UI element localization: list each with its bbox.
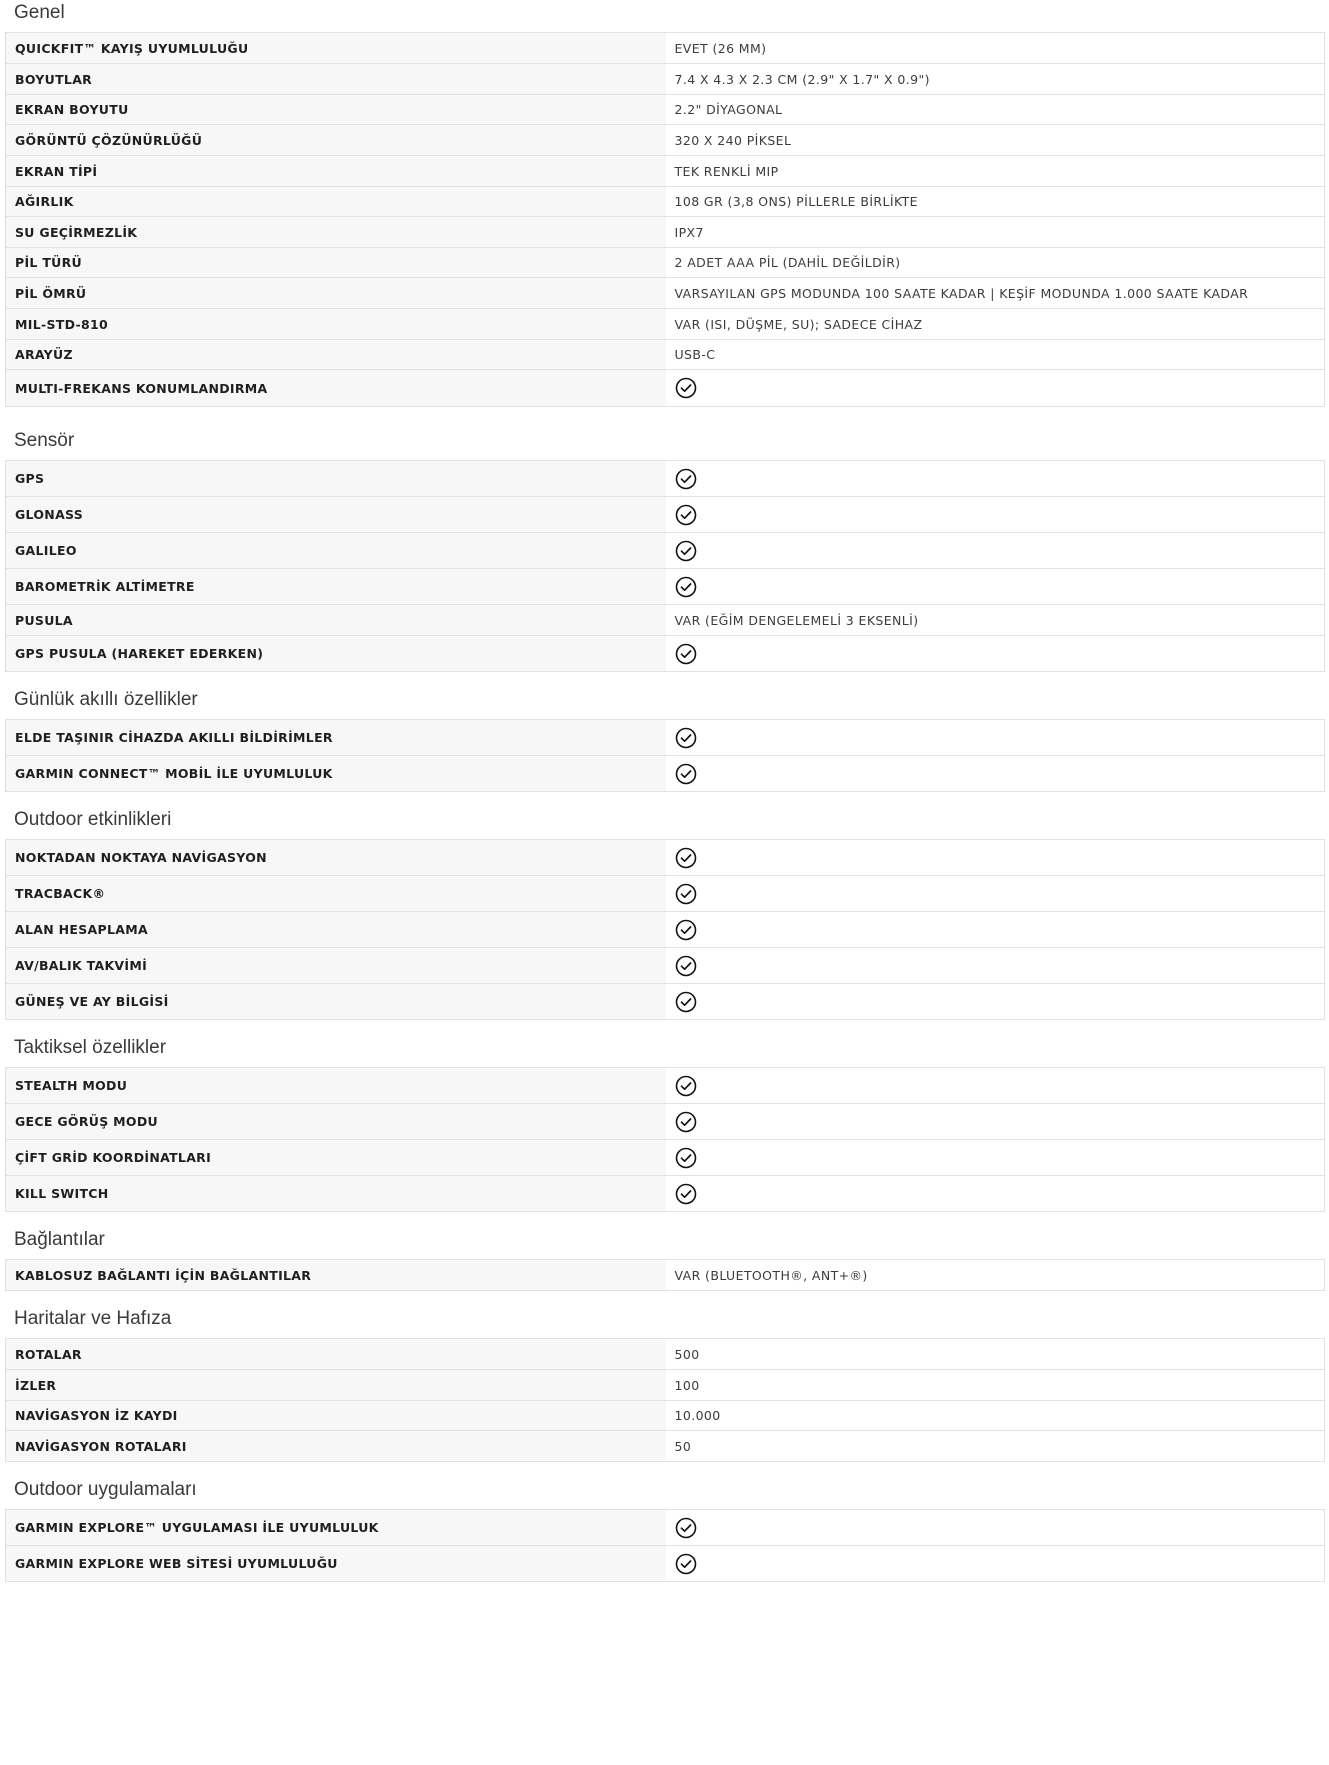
spec-value: EVET (26 MM) xyxy=(666,33,1325,64)
spec-label: PUSULA xyxy=(6,605,666,636)
spec-value: VARSAYILAN GPS MODUNDA 100 SAATE KADAR | KEŞİF MODUNDA 1.000 SAATE KADAR xyxy=(666,278,1325,309)
spec-row xyxy=(6,948,1325,984)
spec-value xyxy=(666,984,1325,1020)
check-circle-icon xyxy=(675,1147,697,1169)
check-circle-icon xyxy=(675,919,697,941)
section-gunluk-akilli xyxy=(0,687,1329,792)
spec-label: NOKTADAN NOKTAYA NAVİGASYON xyxy=(6,840,666,876)
spec-label: EKRAN TİPİ xyxy=(6,156,666,187)
spec-row xyxy=(6,636,1325,672)
section-title: Bağlantılar xyxy=(14,1229,105,1250)
spec-label: ÇİFT GRİD KOORDİNATLARI xyxy=(6,1140,666,1176)
spec-label: NAVİGASYON ROTALARI xyxy=(6,1431,666,1462)
spec-value: 50 xyxy=(666,1431,1325,1462)
spec-row xyxy=(6,1260,1325,1291)
spec-row xyxy=(6,569,1325,605)
spec-value xyxy=(666,720,1325,756)
section-baglantilar xyxy=(0,1227,1329,1291)
spec-value: TEK RENKLİ MIP xyxy=(666,156,1325,187)
spec-label: AĞIRLIK xyxy=(6,187,666,217)
spec-row xyxy=(6,187,1325,217)
spec-row xyxy=(6,1546,1325,1582)
spec-value xyxy=(666,1140,1325,1176)
spec-value: 100 xyxy=(666,1370,1325,1401)
spec-value xyxy=(666,756,1325,792)
spec-label: GPS PUSULA (HAREKET EDERKEN) xyxy=(6,636,666,672)
spec-row xyxy=(6,370,1325,407)
spec-value xyxy=(666,876,1325,912)
section-title: Outdoor etkinlikleri xyxy=(14,809,172,830)
section-outdoor-etkinlikleri xyxy=(0,807,1329,1020)
section-haritalar-hafiza xyxy=(0,1306,1329,1462)
check-circle-icon xyxy=(675,991,697,1013)
spec-value xyxy=(666,948,1325,984)
spec-label: GARMIN CONNECT™ MOBİL İLE UYUMLULUK xyxy=(6,756,666,792)
spec-row xyxy=(6,984,1325,1020)
spec-row xyxy=(6,533,1325,569)
check-circle-icon xyxy=(675,643,697,665)
spec-value xyxy=(666,1068,1325,1104)
spec-table xyxy=(5,719,1325,792)
spec-label: SU GEÇİRMEZLİK xyxy=(6,217,666,248)
section-title: Genel xyxy=(14,2,65,23)
spec-table xyxy=(5,32,1325,407)
spec-row xyxy=(6,912,1325,948)
spec-row xyxy=(6,1104,1325,1140)
spec-label: BOYUTLAR xyxy=(6,64,666,95)
spec-value xyxy=(666,370,1325,407)
spec-label: PİL ÖMRÜ xyxy=(6,278,666,309)
spec-value: IPX7 xyxy=(666,217,1325,248)
section-outdoor-uygulamalari xyxy=(0,1477,1329,1582)
check-circle-icon xyxy=(675,1553,697,1575)
spec-label: GPS xyxy=(6,461,666,497)
spec-value: 2.2" DİYAGONAL xyxy=(666,95,1325,125)
section-title: Haritalar ve Hafıza xyxy=(14,1308,172,1329)
spec-row xyxy=(6,840,1325,876)
spec-label: BAROMETRİK ALTİMETRE xyxy=(6,569,666,605)
check-circle-icon xyxy=(675,1075,697,1097)
spec-row xyxy=(6,1176,1325,1212)
spec-row xyxy=(6,1339,1325,1370)
section-sensor xyxy=(0,428,1329,672)
spec-label: PİL TÜRÜ xyxy=(6,248,666,278)
spec-value xyxy=(666,533,1325,569)
spec-label: GARMIN EXPLORE WEB SİTESİ UYUMLULUĞU xyxy=(6,1546,666,1582)
spec-label: STEALTH MODU xyxy=(6,1068,666,1104)
spec-value: VAR (BLUETOOTH®, ANT+®) xyxy=(666,1260,1325,1291)
spec-label: İZLER xyxy=(6,1370,666,1401)
spec-label: KILL SWITCH xyxy=(6,1176,666,1212)
spec-value: 2 ADET AAA PİL (DAHİL DEĞİLDİR) xyxy=(666,248,1325,278)
spec-value: 500 xyxy=(666,1339,1325,1370)
spec-row xyxy=(6,64,1325,95)
spec-row xyxy=(6,278,1325,309)
check-circle-icon xyxy=(675,763,697,785)
spec-value xyxy=(666,912,1325,948)
spec-label: ARAYÜZ xyxy=(6,340,666,370)
spec-value: VAR (EĞİM DENGELEMELİ 3 EKSENLİ) xyxy=(666,605,1325,636)
spec-row xyxy=(6,33,1325,64)
spec-value xyxy=(666,569,1325,605)
spec-label: GALILEO xyxy=(6,533,666,569)
spec-label: QUICKFIT™ KAYIŞ UYUMLULUĞU xyxy=(6,33,666,64)
spec-row xyxy=(6,95,1325,125)
spec-row xyxy=(6,461,1325,497)
spec-label: TRACBACK® xyxy=(6,876,666,912)
section-title: Taktiksel özellikler xyxy=(14,1037,167,1058)
check-circle-icon xyxy=(675,1111,697,1133)
spec-row xyxy=(6,340,1325,370)
spec-label: GÖRÜNTÜ ÇÖZÜNÜRLÜĞÜ xyxy=(6,125,666,156)
spec-label: ALAN HESAPLAMA xyxy=(6,912,666,948)
spec-label: MIL-STD-810 xyxy=(6,309,666,340)
check-circle-icon xyxy=(675,504,697,526)
spec-row xyxy=(6,248,1325,278)
spec-value xyxy=(666,1546,1325,1582)
check-circle-icon xyxy=(675,540,697,562)
spec-value: VAR (ISI, DÜŞME, SU); SADECE CİHAZ xyxy=(666,309,1325,340)
check-circle-icon xyxy=(675,727,697,749)
spec-row xyxy=(6,756,1325,792)
spec-value xyxy=(666,1510,1325,1546)
spec-label: ROTALAR xyxy=(6,1339,666,1370)
spec-label: GLONASS xyxy=(6,497,666,533)
spec-value xyxy=(666,1104,1325,1140)
check-circle-icon xyxy=(675,1183,697,1205)
spec-row xyxy=(6,309,1325,340)
spec-value: 108 GR (3,8 ONS) PİLLERLE BİRLİKTE xyxy=(666,187,1325,217)
spec-label: MULTI-FREKANS KONUMLANDIRMA xyxy=(6,370,666,407)
spec-table xyxy=(5,839,1325,1020)
check-circle-icon xyxy=(675,468,697,490)
section-taktiksel xyxy=(0,1035,1329,1212)
spec-value xyxy=(666,840,1325,876)
spec-value xyxy=(666,461,1325,497)
spec-table xyxy=(5,1067,1325,1212)
spec-label: GÜNEŞ VE AY BİLGİSİ xyxy=(6,984,666,1020)
spec-label: GECE GÖRÜŞ MODU xyxy=(6,1104,666,1140)
spec-value: USB-C xyxy=(666,340,1325,370)
spec-value: 320 X 240 PİKSEL xyxy=(666,125,1325,156)
spec-row xyxy=(6,1510,1325,1546)
spec-row xyxy=(6,156,1325,187)
spec-row xyxy=(6,1401,1325,1431)
spec-row xyxy=(6,720,1325,756)
section-title: Günlük akıllı özellikler xyxy=(14,689,198,710)
spec-row xyxy=(6,125,1325,156)
spec-table xyxy=(5,1509,1325,1582)
check-circle-icon xyxy=(675,955,697,977)
spec-label: KABLOSUZ BAĞLANTI İÇİN BAĞLANTILAR xyxy=(6,1260,666,1291)
spec-row xyxy=(6,497,1325,533)
spec-label: EKRAN BOYUTU xyxy=(6,95,666,125)
spec-value xyxy=(666,497,1325,533)
spec-value xyxy=(666,636,1325,672)
spec-row xyxy=(6,605,1325,636)
spec-row xyxy=(6,1370,1325,1401)
spec-row xyxy=(6,217,1325,248)
check-circle-icon xyxy=(675,576,697,598)
spec-label: ELDE TAŞINIR CİHAZDA AKILLI BİLDİRİMLER xyxy=(6,720,666,756)
spec-value: 10.000 xyxy=(666,1401,1325,1431)
spec-table xyxy=(5,460,1325,672)
spec-value xyxy=(666,1176,1325,1212)
section-title: Sensör xyxy=(14,430,75,451)
spec-label: NAVİGASYON İZ KAYDI xyxy=(6,1401,666,1431)
spec-row xyxy=(6,1068,1325,1104)
check-circle-icon xyxy=(675,847,697,869)
check-circle-icon xyxy=(675,1517,697,1539)
spec-label: GARMIN EXPLORE™ UYGULAMASI İLE UYUMLULUK xyxy=(6,1510,666,1546)
spec-table xyxy=(5,1338,1325,1462)
spec-value: 7.4 X 4.3 X 2.3 CM (2.9" X 1.7" X 0.9") xyxy=(666,64,1325,95)
spec-label: AV/BALIK TAKVİMİ xyxy=(6,948,666,984)
spec-table xyxy=(5,1259,1325,1291)
spec-row xyxy=(6,876,1325,912)
check-circle-icon xyxy=(675,377,697,399)
section-title: Outdoor uygulamaları xyxy=(14,1479,197,1500)
check-circle-icon xyxy=(675,883,697,905)
section-genel xyxy=(0,0,1329,407)
spec-row xyxy=(6,1431,1325,1462)
spec-row xyxy=(6,1140,1325,1176)
